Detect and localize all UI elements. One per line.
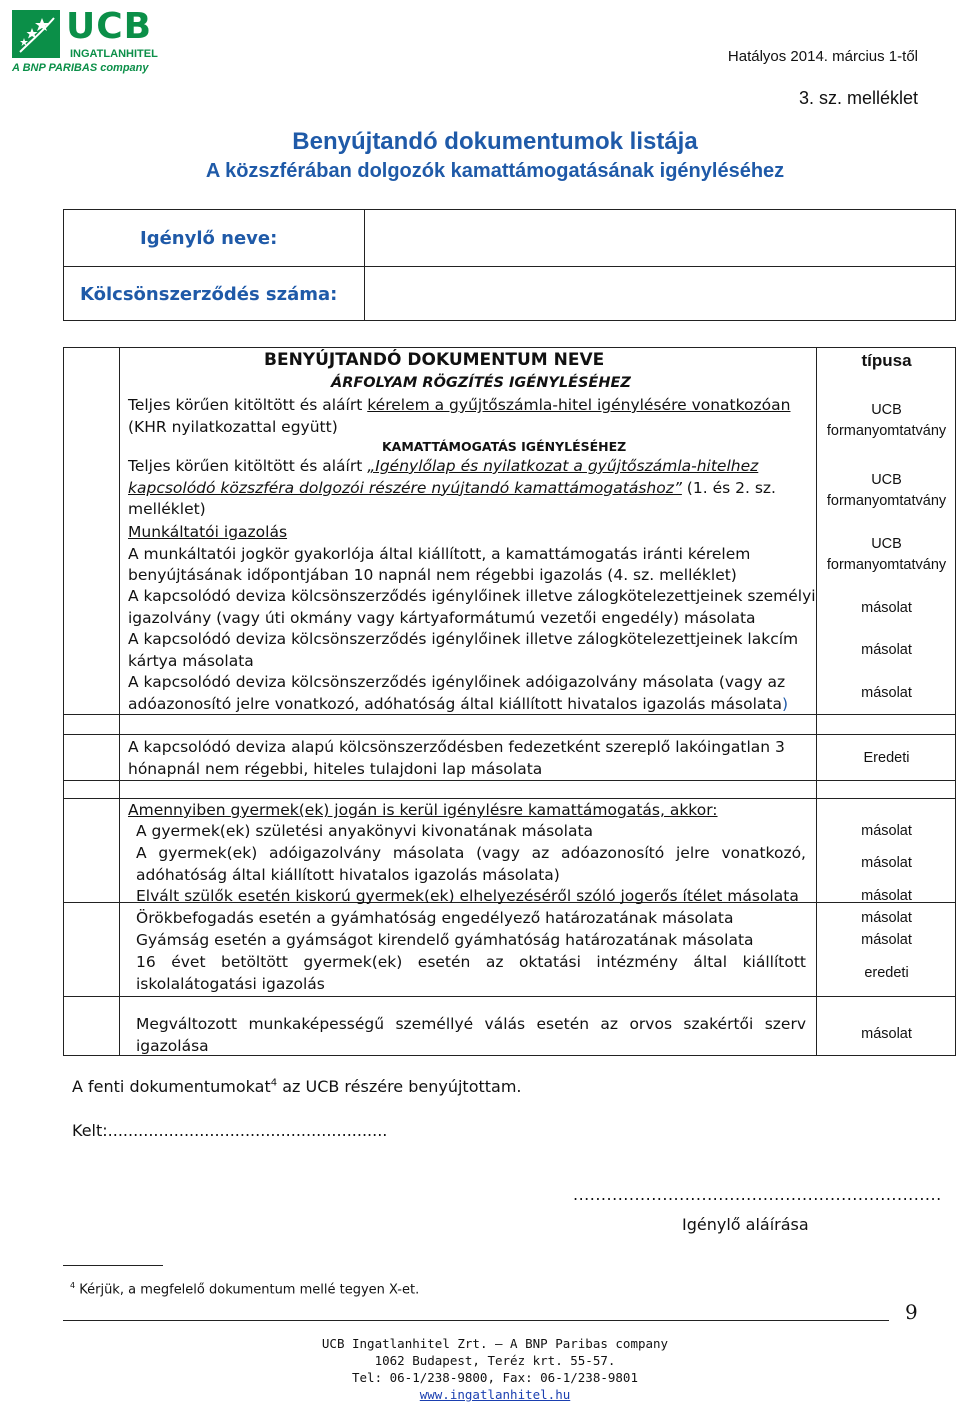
row-property-sheet-type: Eredeti — [863, 750, 910, 766]
logo-ucb-text: UCB — [66, 6, 153, 47]
row-child-tax-card: A gyermek(ek) adóigazolvány másolata (vagy az adóazonosító jelre vonatkozó, adóhatóság által kiállított hivatalos igazolás másolata) — [136, 844, 806, 884]
row-exchange-request: Teljes körűen kitöltött és aláírt kérelem a gyűjtőszámla-hitel igénylésére vonatkozóan (KHR nyilatkozattal együtt) — [128, 396, 791, 436]
date-field[interactable]: Kelt:....................................................... — [72, 1121, 388, 1140]
row-id-copy: A kapcsolódó deviza kölcsönszerződés igénylőinek illetve zálogkötelezettjeinek személyi igazolvány (vagy úti okmány vagy kártyaformátumú vezetői engedély) másolata — [128, 587, 816, 627]
row-application-form-type: UCB formanyomtatvány — [826, 472, 947, 509]
row-address-card-type: másolat — [861, 642, 912, 658]
row-school-certificate-type: eredeti — [864, 965, 909, 981]
row-id-copy-type: másolat — [861, 600, 912, 616]
checkbox-column-line — [119, 348, 120, 1055]
exchange-request-link[interactable]: kérelem a gyűjtőszámla-hitel igénylésére vonatkozóan — [367, 396, 791, 414]
row-guardianship-decision: Gyámság esetén a gyámságot kirendelő gyámhatóság határozatának másolata — [136, 931, 754, 949]
footer-phone: Tel: 06-1/238-9800, Fax: 06-1/238-9801 — [352, 1370, 638, 1385]
row-custody-ruling: Elvált szülők esetén kiskorú gyermek(ek) elhelyezéséről szóló jogerős ítélet másolata — [136, 887, 799, 905]
page-number: 9 — [905, 1300, 918, 1324]
divider — [64, 266, 955, 267]
effective-date: Hatályos 2014. március 1-től — [727, 48, 918, 65]
section-exchange-rate: ÁRFOLYAM RÖGZÍTÉS IGÉNYLÉSÉHEZ — [331, 375, 631, 391]
documents-table — [63, 347, 956, 1056]
row-guardianship-decision-type: másolat — [861, 932, 912, 948]
column-header-type: típusa — [861, 351, 912, 370]
footnote-separator — [63, 1265, 163, 1266]
divider — [364, 210, 365, 320]
logo-bnp-text: A BNP PARIBAS company — [12, 62, 149, 74]
row-birth-certificate: A gyermek(ek) születési anyakönyvi kivonatának másolata — [136, 822, 594, 840]
section-interest-subsidy: KAMATTÁMOGATÁS IGÉNYLÉSÉHEZ — [382, 439, 627, 454]
row-exchange-request-type: UCB formanyomtatvány — [826, 402, 947, 439]
annex-number: 3. sz. melléklet — [798, 88, 918, 108]
footer-address: 1062 Budapest, Teréz krt. 55-57. — [374, 1353, 616, 1368]
page-subtitle: A közszférában dolgozók kamattámogatásának igényléséhez — [205, 160, 785, 182]
row-school-certificate: 16 évet betöltött gyermek(ek) esetén az oktatási intézmény által kiállított iskolalátogatási igazolás — [136, 953, 806, 993]
row-disability-certificate-type: másolat — [861, 1026, 912, 1042]
row-tax-card: A kapcsolódó deviza kölcsönszerződés igénylőinek adóigazolvány másolata (vagy az adóazonosító jelre vonatkozó, adóhatóság által kiállított hivatalos igazolás másolata) — [128, 673, 789, 713]
row-child-tax-card-type: másolat — [861, 855, 912, 871]
application-form-link[interactable]: „Igénylőlap és nyilatkozat a gyűjtőszámla-hitelhez — [367, 457, 759, 475]
row-birth-certificate-type: másolat — [861, 823, 912, 839]
row-employer-certificate: Munkáltatói igazolás A munkáltatói jogkör gyakorlója által kiállított, a kamattámogatás iránti kérelem benyújtásának időpontjában 10 napnál nem régebbi igazolás (4. sz. melléklet) — [128, 523, 751, 584]
logo-ingatlanhitel-text: INGATLANHITEL — [70, 48, 158, 60]
signature-label: Igénylő aláírása — [682, 1215, 809, 1234]
row-application-form: Teljes körűen kitöltött és aláírt „Igénylőlap és nyilatkozat a gyűjtőszámla-hitelhez kapcsolódó közszféra dolgozói részére nyújtandó kamattámogatáshoz” (1. és 2. sz. melléklet) — [128, 457, 776, 518]
employer-certificate-title: Munkáltatói igazolás — [128, 523, 288, 541]
footer-url-line — [0, 1386, 960, 1403]
row-disability-certificate: Megváltozott munkaképességű személlyé válás esetén az orvos szakértői szerv igazolása — [136, 1015, 806, 1055]
page-divider — [63, 1320, 889, 1321]
ucb-logo — [12, 6, 162, 74]
column-header-document: BENYÚJTANDÓ DOKUMENTUM NEVE — [264, 350, 605, 370]
row-property-sheet: A kapcsolódó deviza alapú kölcsönszerződésben fedezetként szereplő lakóingatlan 3 hónapnál nem régebbi, hiteles tulajdoni lap másolata — [128, 738, 785, 778]
website-link[interactable]: www.ingatlanhitel.hu — [419, 1387, 571, 1402]
row-custody-ruling-type: másolat — [861, 888, 912, 904]
signature-line[interactable]: .................................................................. — [573, 1185, 942, 1204]
row-adoption-decision: Örökbefogadás esetén a gyámhatóság engedélyező határozatának másolata — [136, 909, 734, 927]
contract-number-label: Kölcsönszerződés száma: — [80, 284, 338, 305]
row-employer-certificate-type: UCB formanyomtatvány — [826, 536, 947, 573]
row-tax-card-type: másolat — [861, 685, 912, 701]
footer-company: UCB Ingatlanhitel Zrt. – A BNP Paribas company — [321, 1336, 669, 1351]
application-form-link-cont[interactable]: kapcsolódó közszféra dolgozói részére nyújtandó kamattámogatáshoz” — [128, 478, 682, 497]
applicant-box — [63, 209, 956, 321]
submission-statement: A fenti dokumentumokat$^4$ az UCB részére benyújtottam. — [72, 1077, 522, 1096]
children-section-heading: Amennyiben gyermek(ek) jogán is kerül igénylésre kamattámogatás, akkor: — [128, 801, 718, 819]
applicant-name-label: Igénylő neve: — [140, 228, 278, 249]
row-address-card: A kapcsolódó deviza kölcsönszerződés igénylőinek illetve zálogkötelezettjeinek lakcím kártya másolata — [128, 630, 799, 670]
footnote: $^4$ Kérjük, a megfelelő dokumentum mellé tegyen X-et. — [70, 1281, 420, 1298]
row-adoption-decision-type: másolat — [861, 910, 912, 926]
bnp-stars-icon — [12, 10, 60, 58]
page-title: Benyújtandó dokumentumok listája — [292, 128, 698, 155]
